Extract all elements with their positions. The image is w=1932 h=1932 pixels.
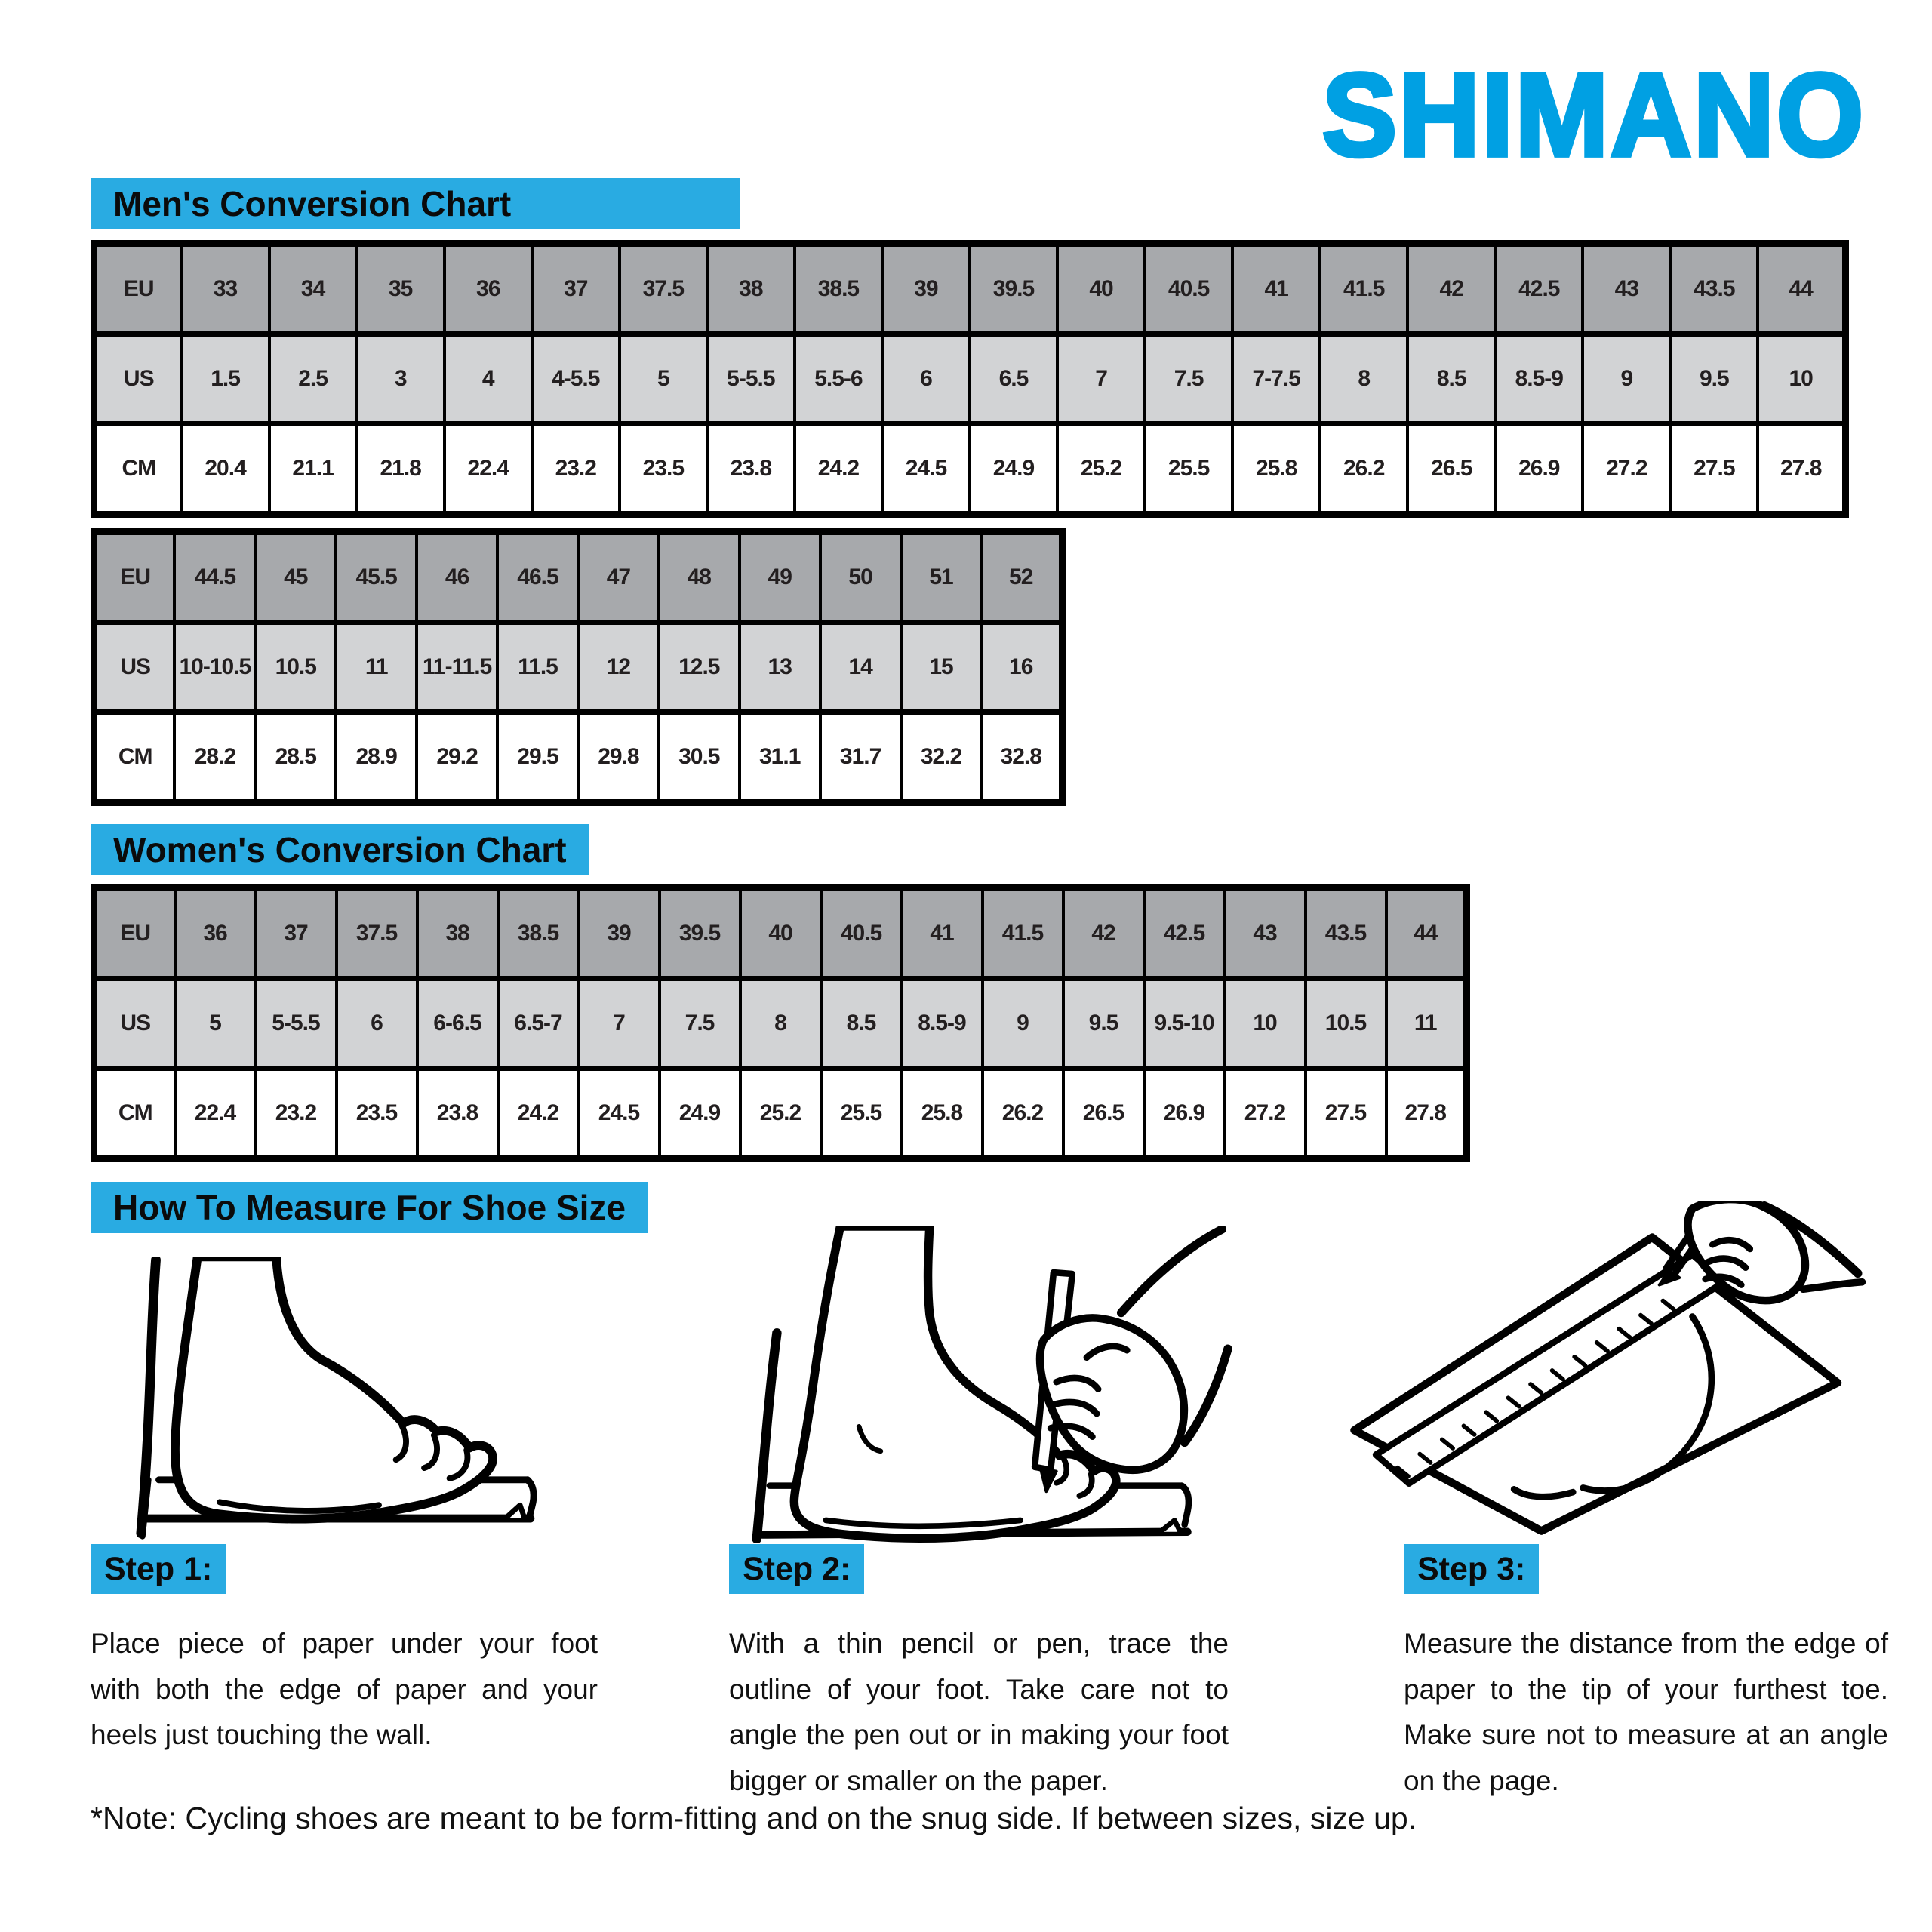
size-cell: 8.5 xyxy=(1407,334,1495,424)
sizing-note: *Note: Cycling shoes are meant to be form-fitting and on the snug side. If between sizes, size up. xyxy=(91,1801,1417,1835)
foot-against-wall-illustration xyxy=(85,1257,575,1540)
size-cell: 41 xyxy=(902,888,983,979)
shimano-logo: SHIMANO xyxy=(1322,50,1866,181)
measure-with-ruler-illustration xyxy=(1279,1201,1875,1540)
size-cell: 26.2 xyxy=(983,1069,1063,1159)
size-cell: 42 xyxy=(1063,888,1144,979)
trace-foot-drawing xyxy=(713,1226,1234,1543)
size-cell: 39 xyxy=(882,244,970,334)
size-cell: 35 xyxy=(357,244,445,334)
size-cell: 45.5 xyxy=(336,532,417,623)
size-cell: 29.8 xyxy=(578,712,659,803)
size-cell: 25.2 xyxy=(1057,424,1145,515)
size-cell: 40 xyxy=(1057,244,1145,334)
size-row-us xyxy=(94,979,1467,1069)
size-cell: 10.5 xyxy=(1306,979,1386,1069)
size-cell: 37.5 xyxy=(337,888,417,979)
size-row-us xyxy=(94,334,1846,424)
size-cell: 46.5 xyxy=(497,532,578,623)
size-cell: 25.5 xyxy=(821,1069,902,1159)
size-cell: 28.9 xyxy=(336,712,417,803)
size-cell: 25.2 xyxy=(740,1069,821,1159)
size-cell: 6-6.5 xyxy=(417,979,498,1069)
size-cell: 30.5 xyxy=(659,712,740,803)
size-cell: 26.5 xyxy=(1063,1069,1144,1159)
row-label: EU xyxy=(94,888,175,979)
size-cell: 27.2 xyxy=(1583,424,1670,515)
size-cell: 6.5-7 xyxy=(498,979,579,1069)
size-cell: 5.5-6 xyxy=(795,334,882,424)
size-cell: 41.5 xyxy=(1320,244,1407,334)
size-cell: 23.5 xyxy=(337,1069,417,1159)
size-cell: 52 xyxy=(981,532,1062,623)
size-cell: 1.5 xyxy=(182,334,269,424)
size-cell: 44.5 xyxy=(174,532,255,623)
size-cell: 40.5 xyxy=(821,888,902,979)
size-cell: 14 xyxy=(820,623,901,712)
size-cell: 37 xyxy=(256,888,337,979)
size-cell: 26.9 xyxy=(1144,1069,1225,1159)
size-cell: 38.5 xyxy=(498,888,579,979)
row-label: EU xyxy=(94,532,175,623)
size-cell: 32.8 xyxy=(981,712,1062,803)
size-cell: 48 xyxy=(659,532,740,623)
size-cell: 15 xyxy=(901,623,982,712)
womens-size-table xyxy=(91,884,1470,1162)
size-cell: 43 xyxy=(1583,244,1670,334)
size-cell: 46 xyxy=(417,532,497,623)
size-cell: 6 xyxy=(882,334,970,424)
size-cell: 10.5 xyxy=(255,623,336,712)
size-cell: 8 xyxy=(1320,334,1407,424)
size-cell: 24.5 xyxy=(882,424,970,515)
step-3-text: Measure the distance from the edge of paper to the tip of your furthest toe. Make sure not to measure at an angle on the page. xyxy=(1404,1628,1888,1797)
size-cell: 4 xyxy=(445,334,532,424)
size-cell: 8.5-9 xyxy=(902,979,983,1069)
size-cell: 24.9 xyxy=(660,1069,740,1159)
size-row-eu xyxy=(94,532,1063,623)
size-cell: 13 xyxy=(740,623,820,712)
size-cell: 26.9 xyxy=(1495,424,1583,515)
size-row-eu xyxy=(94,244,1846,334)
size-cell: 41.5 xyxy=(983,888,1063,979)
size-cell: 4-5.5 xyxy=(532,334,620,424)
size-cell: 7.5 xyxy=(660,979,740,1069)
size-cell: 9 xyxy=(1583,334,1670,424)
size-cell: 38 xyxy=(707,244,795,334)
size-cell: 8.5 xyxy=(821,979,902,1069)
row-label: US xyxy=(94,979,175,1069)
size-cell: 5-5.5 xyxy=(256,979,337,1069)
size-cell: 39 xyxy=(579,888,660,979)
size-cell: 24.2 xyxy=(498,1069,579,1159)
row-label: EU xyxy=(94,244,182,334)
size-cell: 28.5 xyxy=(255,712,336,803)
size-cell: 31.7 xyxy=(820,712,901,803)
size-row-eu xyxy=(94,888,1467,979)
size-cell: 16 xyxy=(981,623,1062,712)
size-cell: 36 xyxy=(175,888,256,979)
size-cell: 9.5 xyxy=(1670,334,1758,424)
size-cell: 27.5 xyxy=(1670,424,1758,515)
mens-chart-header: Men's Conversion Chart xyxy=(91,178,740,229)
size-cell: 40 xyxy=(740,888,821,979)
size-cell: 12.5 xyxy=(659,623,740,712)
size-cell: 27.8 xyxy=(1386,1069,1467,1159)
size-cell: 11 xyxy=(336,623,417,712)
size-cell: 25.8 xyxy=(1232,424,1320,515)
size-cell: 11 xyxy=(1386,979,1467,1069)
size-cell: 34 xyxy=(269,244,357,334)
size-cell: 7 xyxy=(1057,334,1145,424)
size-cell: 7-7.5 xyxy=(1232,334,1320,424)
size-row-cm xyxy=(94,712,1063,803)
step-1-badge: Step 1: xyxy=(91,1544,226,1594)
size-cell: 39.5 xyxy=(660,888,740,979)
size-cell: 31.1 xyxy=(740,712,820,803)
mens-size-table-1 xyxy=(91,240,1849,518)
size-cell: 37 xyxy=(532,244,620,334)
size-cell: 25.8 xyxy=(902,1069,983,1159)
size-cell: 10 xyxy=(1225,979,1306,1069)
size-cell: 32.2 xyxy=(901,712,982,803)
size-cell: 47 xyxy=(578,532,659,623)
size-row-cm xyxy=(94,1069,1467,1159)
size-cell: 43.5 xyxy=(1306,888,1386,979)
size-cell: 21.8 xyxy=(357,424,445,515)
size-cell: 27.8 xyxy=(1758,424,1845,515)
size-cell: 50 xyxy=(820,532,901,623)
size-cell: 6.5 xyxy=(970,334,1057,424)
size-cell: 26.5 xyxy=(1407,424,1495,515)
measure-with-ruler-drawing xyxy=(1279,1201,1875,1540)
size-cell: 5 xyxy=(620,334,707,424)
size-cell: 39.5 xyxy=(970,244,1057,334)
size-cell: 23.2 xyxy=(256,1069,337,1159)
size-cell: 40.5 xyxy=(1145,244,1232,334)
size-cell: 24.5 xyxy=(579,1069,660,1159)
size-cell: 43 xyxy=(1225,888,1306,979)
size-cell: 27.2 xyxy=(1225,1069,1306,1159)
size-cell: 12 xyxy=(578,623,659,712)
size-cell: 44 xyxy=(1386,888,1467,979)
size-cell: 44 xyxy=(1758,244,1845,334)
size-cell: 2.5 xyxy=(269,334,357,424)
size-cell: 23.8 xyxy=(707,424,795,515)
size-cell: 22.4 xyxy=(175,1069,256,1159)
foot-against-wall-drawing xyxy=(85,1257,575,1540)
size-cell: 21.1 xyxy=(269,424,357,515)
size-cell: 7.5 xyxy=(1145,334,1232,424)
size-row-cm xyxy=(94,424,1846,515)
size-cell: 3 xyxy=(357,334,445,424)
size-cell: 26.2 xyxy=(1320,424,1407,515)
trace-foot-illustration xyxy=(713,1226,1234,1543)
size-cell: 29.2 xyxy=(417,712,497,803)
size-cell: 7 xyxy=(579,979,660,1069)
step-2-text: With a thin pencil or pen, trace the outline of your foot. Take care not to angle the pen out or in making your foot bigger or smaller on the paper. xyxy=(729,1628,1229,1797)
mens-size-table-2 xyxy=(91,528,1066,806)
size-cell: 25.5 xyxy=(1145,424,1232,515)
size-cell: 24.9 xyxy=(970,424,1057,515)
row-label: CM xyxy=(94,424,182,515)
row-label: US xyxy=(94,623,175,712)
step-3-badge: Step 3: xyxy=(1404,1544,1539,1594)
size-cell: 20.4 xyxy=(182,424,269,515)
size-cell: 9 xyxy=(983,979,1063,1069)
size-cell: 37.5 xyxy=(620,244,707,334)
size-cell: 33 xyxy=(182,244,269,334)
size-cell: 8.5-9 xyxy=(1495,334,1583,424)
size-cell: 10-10.5 xyxy=(174,623,255,712)
row-label: CM xyxy=(94,712,175,803)
womens-chart-header: Women's Conversion Chart xyxy=(91,824,589,875)
size-cell: 43.5 xyxy=(1670,244,1758,334)
size-cell: 41 xyxy=(1232,244,1320,334)
size-cell: 10 xyxy=(1758,334,1845,424)
size-cell: 38 xyxy=(417,888,498,979)
size-cell: 24.2 xyxy=(795,424,882,515)
how-to-measure-header: How To Measure For Shoe Size xyxy=(91,1182,648,1233)
size-cell: 9.5 xyxy=(1063,979,1144,1069)
size-cell: 29.5 xyxy=(497,712,578,803)
size-cell: 42.5 xyxy=(1495,244,1583,334)
size-cell: 36 xyxy=(445,244,532,334)
size-cell: 51 xyxy=(901,532,982,623)
size-cell: 5-5.5 xyxy=(707,334,795,424)
size-cell: 27.5 xyxy=(1306,1069,1386,1159)
size-cell: 11.5 xyxy=(497,623,578,712)
size-cell: 49 xyxy=(740,532,820,623)
row-label: CM xyxy=(94,1069,175,1159)
size-cell: 23.2 xyxy=(532,424,620,515)
size-cell: 5 xyxy=(175,979,256,1069)
step-1-text: Place piece of paper under your foot with both the edge of paper and your heels just touching the wall. xyxy=(91,1628,598,1751)
size-cell: 8 xyxy=(740,979,821,1069)
size-cell: 23.8 xyxy=(417,1069,498,1159)
size-cell: 23.5 xyxy=(620,424,707,515)
size-cell: 22.4 xyxy=(445,424,532,515)
size-cell: 45 xyxy=(255,532,336,623)
size-cell: 9.5-10 xyxy=(1144,979,1225,1069)
step-2-badge: Step 2: xyxy=(729,1544,864,1594)
size-row-us xyxy=(94,623,1063,712)
size-cell: 11-11.5 xyxy=(417,623,497,712)
size-cell: 38.5 xyxy=(795,244,882,334)
size-cell: 42.5 xyxy=(1144,888,1225,979)
size-cell: 42 xyxy=(1407,244,1495,334)
row-label: US xyxy=(94,334,182,424)
size-cell: 28.2 xyxy=(174,712,255,803)
size-cell: 6 xyxy=(337,979,417,1069)
